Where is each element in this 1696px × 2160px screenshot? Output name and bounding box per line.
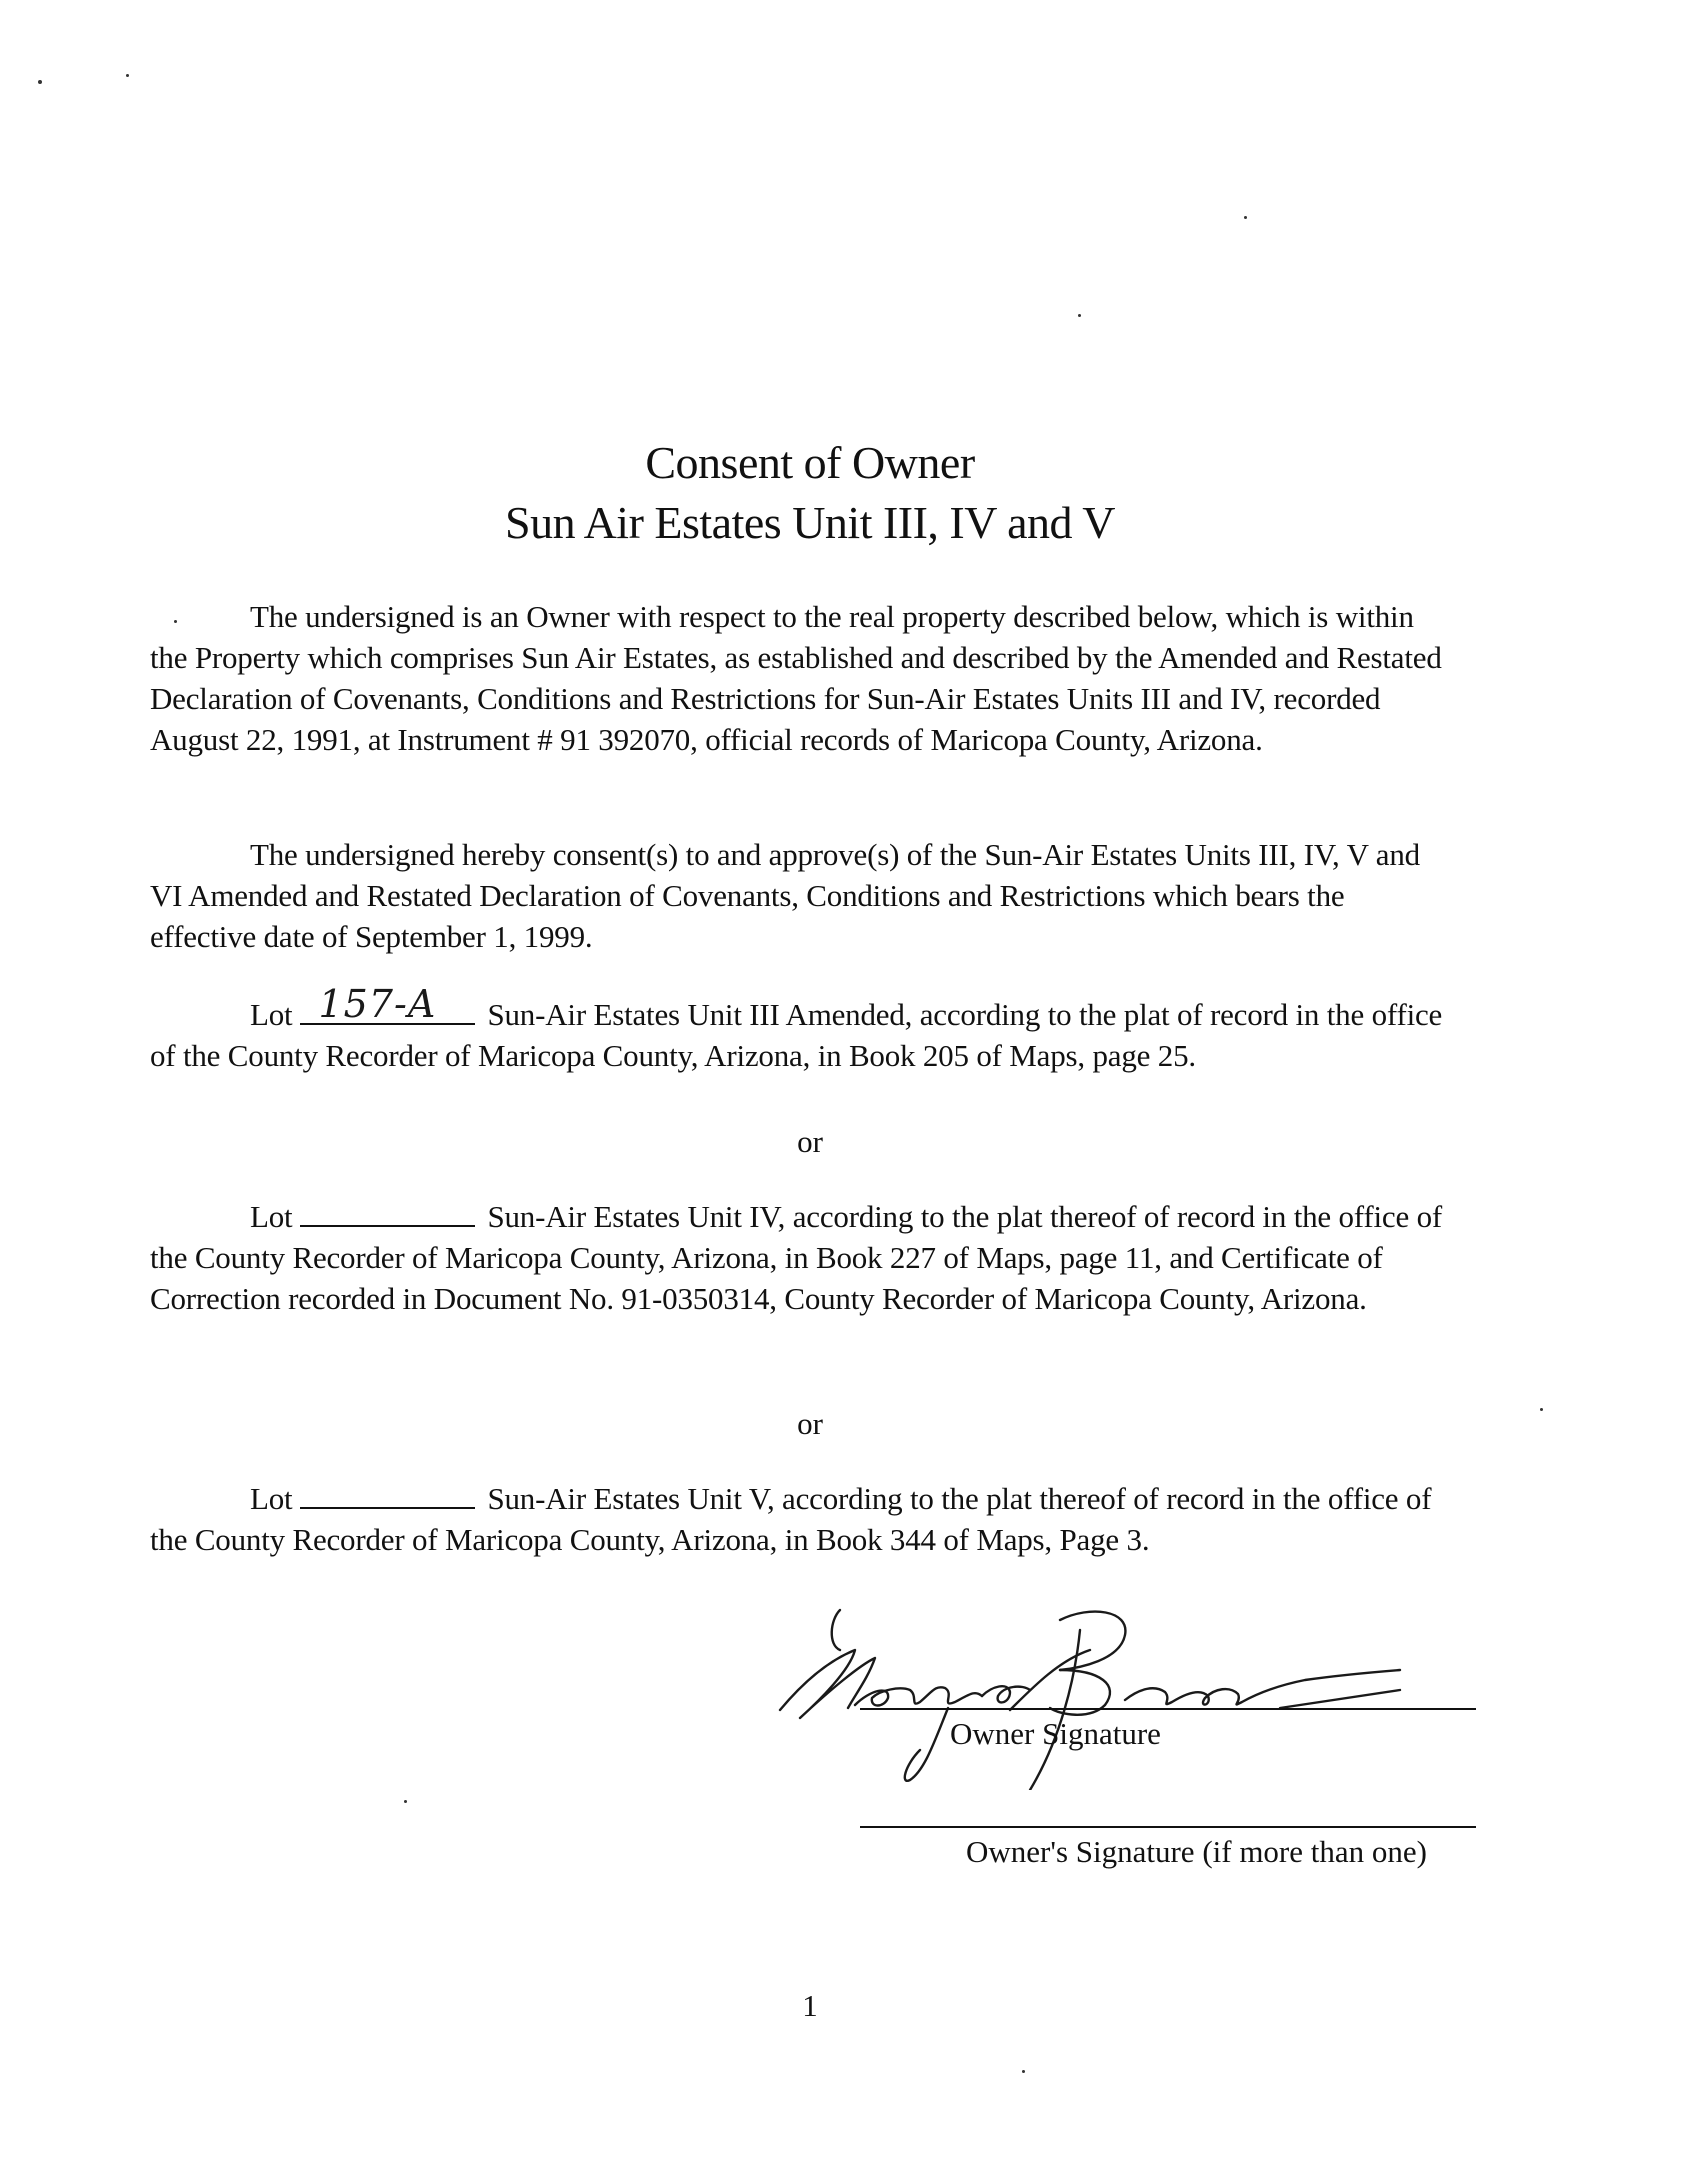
paragraph-owner-statement-text: The undersigned is an Owner with respect to the real property described below, which is within the Property which comprises Sun Air Estates, as established and described by the Amended and Restated Declaration of Covenants, Conditions and Restrictions for Sun-Air Estates Units III and IV, recorded August 22, 1991, at Instrument # 91 392070, official records of Maricopa County, Arizona. (150, 599, 1442, 757)
paragraph-consent-text: The undersigned hereby consent(s) to and approve(s) of the Sun-Air Estates Units III, IV, V and VI Amended and Restated Declaration of Covenants, Conditions and Restrictions which bears the effective date of September 1, 1999. (150, 837, 1420, 954)
lot-unit-v (150, 1478, 1450, 1560)
lot-unit-iii (150, 982, 1450, 1076)
lot-unit-iv-text: Sun-Air Estates Unit IV, according to the plat thereof of record in the office of the County Recorder of Maricopa County, Arizona, in Book 227 of Maps, page 11, and Certificate of Correction recorded in Document No. 91-0350314, County Recorder of Maricopa County, Arizona. (150, 1199, 1443, 1316)
or-separator: or (797, 1124, 823, 1159)
page-number: 1 (802, 1988, 818, 2023)
scan-speck (1244, 216, 1247, 219)
lot-number-handwritten: 157-A (318, 982, 437, 1026)
scan-speck (1022, 2070, 1025, 2073)
paragraph-owner-statement (150, 596, 1450, 760)
owner-signature-label: Owner Signature (950, 1716, 1161, 1751)
scan-speck (126, 74, 129, 77)
scan-speck (1078, 314, 1081, 317)
second-owner-signature-line[interactable] (860, 1826, 1476, 1828)
lot-number-field[interactable] (300, 982, 475, 1026)
owner-signature-line[interactable] (860, 1708, 1476, 1710)
handwritten-signature (760, 1590, 1420, 1790)
lot-number-field[interactable] (300, 1199, 475, 1227)
scan-speck (1540, 1408, 1543, 1411)
scan-speck (174, 620, 177, 623)
scan-speck (404, 1800, 407, 1803)
document-title: Consent of Owner (645, 437, 975, 488)
lot-number-field[interactable] (300, 1481, 475, 1509)
lot-unit-iii-text: Sun-Air Estates Unit III Amended, according to the plat of record in the office of the County Recorder of Maricopa County, Arizona, in Book 205 of Maps, page 25. (150, 997, 1443, 1073)
lot-unit-iv (150, 1196, 1450, 1319)
lot-label: Lot (250, 997, 293, 1032)
paragraph-consent (150, 834, 1450, 957)
or-separator: or (797, 1406, 823, 1441)
document-subtitle: Sun Air Estates Unit III, IV and V (505, 497, 1115, 548)
second-owner-signature-label: Owner's Signature (if more than one) (966, 1834, 1427, 1869)
lot-unit-v-text: Sun-Air Estates Unit V, according to the plat thereof of record in the office of the County Recorder of Maricopa County, Arizona, in Book 344 of Maps, Page 3. (150, 1481, 1432, 1557)
lot-label: Lot (250, 1199, 293, 1234)
scan-speck (38, 80, 42, 84)
lot-label: Lot (250, 1481, 293, 1516)
